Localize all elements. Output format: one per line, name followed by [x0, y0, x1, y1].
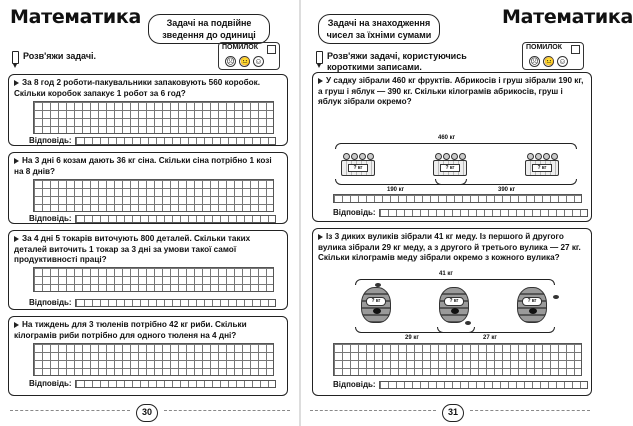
apple-icon — [535, 153, 542, 160]
task-text: На 3 дні 6 козам дають 36 кг сіна. Скільки сіна потрібно 1 козі на 8 днів? — [14, 156, 272, 176]
subject-title: Математика — [10, 6, 142, 28]
task-card — [8, 74, 288, 146]
apricot-icon — [343, 153, 350, 160]
mistakes-label: ПОМИЛОК — [222, 44, 258, 51]
task-text: На тиждень для 3 тюленів потрібно 42 кг риби. Скільки кілограмів риби потрібно для одного тюленя на 4 дні? — [14, 320, 247, 340]
weight-tag: ? кг — [348, 164, 368, 172]
right-sum-brace — [437, 327, 555, 333]
pear-icon — [435, 153, 442, 160]
apple-icon — [527, 153, 534, 160]
mistakes-box — [522, 42, 584, 70]
smileys — [529, 56, 568, 67]
task-text: У садку зібрали 460 кг фруктів. Абрикосів і груш зібрали 190 кг, а груш і яблук — 390 кг. Скільки кілограмів абрикосів, груш і яблук зібрали окремо? — [318, 76, 584, 106]
bee-icon — [465, 321, 471, 325]
sad-face-icon[interactable]: ☹ — [530, 57, 539, 66]
answer-label: Відповідь: — [29, 298, 72, 307]
answer-row — [333, 208, 588, 217]
triangle-marker-icon — [14, 158, 19, 164]
smileys — [225, 56, 264, 67]
right-sum-brace — [435, 179, 577, 185]
instruction-text: Розв'яжи задачі, користуючись короткими записами. — [327, 51, 467, 72]
instruction — [12, 51, 96, 64]
apples-pile — [527, 153, 558, 160]
pear-icon — [443, 153, 450, 160]
answer-cells[interactable] — [379, 209, 588, 217]
answer-label: Відповідь: — [29, 214, 72, 223]
triangle-marker-icon — [14, 80, 19, 86]
task-card — [8, 230, 288, 310]
beehive-icon: ? кг — [361, 287, 391, 323]
answer-label: Відповідь: — [333, 380, 376, 389]
bee-icon — [375, 283, 381, 287]
answer-label: Відповідь: — [333, 208, 376, 217]
page-number: 30 — [136, 404, 158, 422]
beehive-icon: ? кг — [439, 287, 469, 323]
task-text: За 8 год 2 роботи-пакувальники запаковують 560 коробок. Скільки коробок запакує 1 робот за 6 год? — [14, 78, 261, 98]
solution-grid[interactable] — [33, 101, 274, 134]
task-card — [312, 228, 592, 396]
answer-row — [29, 379, 276, 388]
apricot-icon — [367, 153, 374, 160]
answer-row — [29, 298, 276, 307]
pencil-icon — [12, 51, 19, 64]
solution-grid[interactable] — [33, 267, 274, 292]
answer-label: Відповідь: — [29, 136, 72, 145]
right-sum-label: 390 кг — [498, 187, 516, 193]
happy-face-icon[interactable]: ☺ — [558, 57, 567, 66]
pencil-icon — [316, 51, 323, 64]
happy-face-icon[interactable]: ☺ — [254, 57, 263, 66]
solution-grid[interactable] — [333, 194, 582, 203]
apricot-icon — [359, 153, 366, 160]
left-sum-label: 29 кг — [405, 335, 419, 341]
answer-cells[interactable] — [75, 137, 276, 145]
answer-cells[interactable] — [75, 299, 276, 307]
weight-tag: ? кг — [532, 164, 552, 172]
task-card — [8, 152, 288, 224]
left-sum-label: 190 кг — [387, 187, 405, 193]
total-brace — [355, 279, 555, 285]
topic-box: Задачі на подвійне зведення до одиниці — [148, 14, 270, 44]
right-sum-label: 27 кг — [483, 335, 497, 341]
task-card — [8, 316, 288, 396]
apple-icon — [543, 153, 550, 160]
page-footer-line — [164, 410, 290, 411]
mistakes-checkbox[interactable] — [571, 45, 580, 54]
solution-grid[interactable] — [333, 343, 582, 376]
mistakes-checkbox[interactable] — [267, 45, 276, 54]
triangle-marker-icon — [318, 234, 323, 240]
apricot-icon — [351, 153, 358, 160]
triangle-marker-icon — [318, 78, 323, 84]
total-label: 460 кг — [438, 135, 456, 141]
page-footer-line — [10, 410, 130, 411]
answer-row — [29, 214, 276, 223]
page-footer-line — [310, 410, 436, 411]
bee-icon — [553, 295, 559, 299]
total-label: 41 кг — [439, 271, 453, 277]
right-page — [300, 0, 633, 426]
task-text: Із 3 диких вуликів зібрали 41 кг меду. Із першого й другого вулика зібрали 29 кг меду, а з другого й третього вулика — 27 кг. Скільки кілограмів меду зібрали окремо з кожного вулика? — [318, 232, 581, 262]
task-card — [312, 72, 592, 222]
triangle-marker-icon — [14, 236, 19, 242]
subject-title: Математика — [502, 6, 633, 28]
apricots-pile — [343, 153, 374, 160]
mistakes-box — [218, 42, 280, 70]
total-brace — [335, 143, 577, 149]
pear-icon — [451, 153, 458, 160]
instruction-text: Розв'яжи задачі. — [23, 51, 97, 61]
beehive-icon: ? кг — [517, 287, 547, 323]
solution-grid[interactable] — [33, 179, 274, 212]
pears-pile — [435, 153, 466, 160]
pear-icon — [459, 153, 466, 160]
page-number: 31 — [442, 404, 464, 422]
instruction — [316, 51, 496, 73]
weight-tag: ? кг — [440, 164, 460, 172]
sad-face-icon[interactable]: ☹ — [226, 57, 235, 66]
answer-cells[interactable] — [75, 215, 276, 223]
answer-cells[interactable] — [379, 381, 588, 389]
task-text: За 4 дні 5 токарів виточують 800 деталей. Скільки таких деталей виточить 1 токар за 3 дні за умови такої самої продуктивності праці? — [14, 234, 251, 264]
answer-label: Відповідь: — [29, 379, 72, 388]
neutral-face-icon[interactable]: 😐 — [240, 57, 250, 66]
page-footer-line — [470, 410, 590, 411]
neutral-face-icon[interactable]: 😐 — [544, 57, 554, 66]
triangle-marker-icon — [14, 322, 19, 328]
apple-icon — [551, 153, 558, 160]
mistakes-label: ПОМИЛОК — [526, 44, 562, 51]
solution-grid[interactable] — [33, 343, 274, 376]
answer-row — [333, 380, 588, 389]
answer-row — [29, 136, 276, 145]
answer-cells[interactable] — [75, 380, 276, 388]
left-page — [0, 0, 300, 426]
topic-box: Задачі на знаходження чисел за їхніми сумами — [318, 14, 440, 44]
